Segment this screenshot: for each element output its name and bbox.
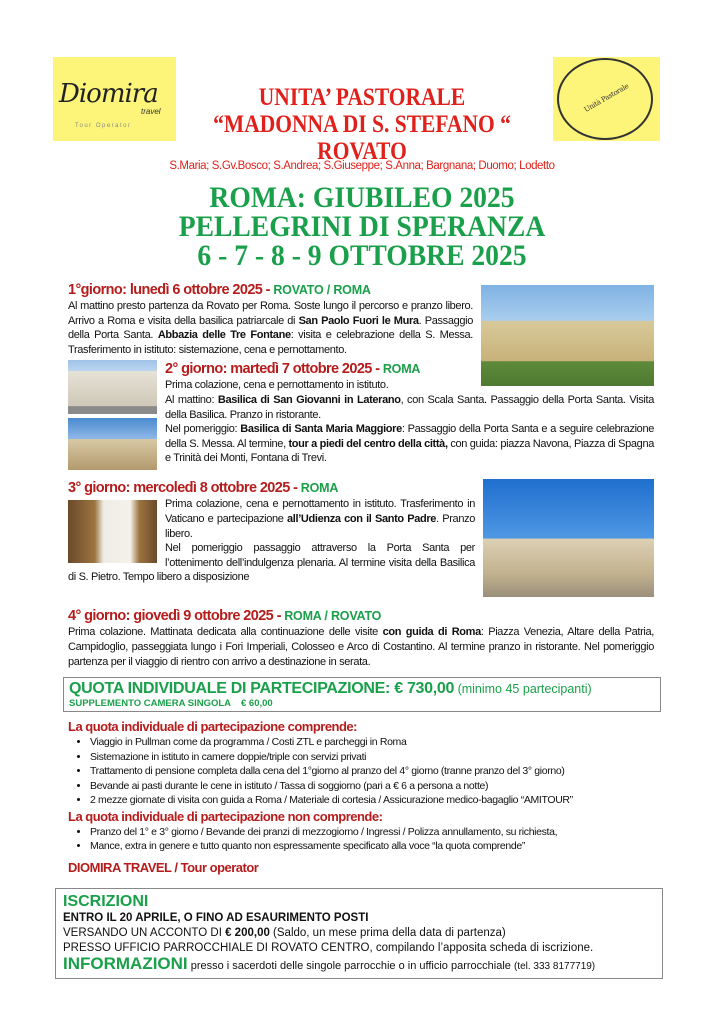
title-line3: 6 - 7 - 8 - 9 OTTOBRE 2025	[197, 239, 527, 272]
day-1-text: Al mattino presto partenza da Rovato per Roma. Soste lungo il percorso e pranzo libero. Arrivo a Roma e visita della basilica patriarcale di San Paolo Fuori le Mura. Passaggio della Porta Santa. Abbazia delle Tre Fontane: visita e celebrazione della S. Messa. Trasferimento in istituto: sistemazione, cena e pernottamento.	[68, 300, 474, 356]
list-item: • Bevande ai pasti durante le cene in istituto / Tassa di soggiorno (pari a € 6 a persona a notte)	[90, 779, 654, 794]
day-2-place: ROMA	[382, 362, 421, 377]
list-item: • Mance, extra in genere e tutto quanto non espressamente specificato alla voce “la quota comprende”	[90, 839, 654, 854]
title-line2: PELLEGRINI DI SPERANZA	[178, 210, 546, 243]
day-1-place: ROVATO / ROMA	[273, 283, 371, 297]
photo-porta-santa	[68, 500, 157, 563]
header-line2: “MADONNA DI S. STEFANO “	[213, 111, 511, 138]
info-heading: INFORMAZIONI	[63, 953, 188, 973]
registration-deposit: VERSANDO UN ACCONTO DI € 200,00 (Saldo, un mese prima della data di partenza)	[63, 926, 506, 939]
itinerary-and-info	[63, 281, 654, 979]
day-4-text: Prima colazione. Mattinata dedicata alla continuazione delle visite con guida di Roma: Piazza Venezia, Altare della Patria, Campidoglio, passeggiata lungo i Fori Imperiali, Colosseo e Arco di Costantino. Al termine pranzo in ristorante. Nel pomeriggio partenza per il viaggio di rientro con arrivo a destinazione in serata.	[68, 626, 654, 668]
list-item: • Pranzo del 1° e 3° giorno / Bevande dei pranzi di mezzogiorno / Ingressi / Polizza annullamento, su richiesta,	[90, 825, 654, 840]
header-line1: UNITA’ PASTORALE	[258, 84, 466, 111]
includes-list	[68, 735, 654, 808]
day-4-heading	[68, 607, 654, 625]
title-line1: ROMA: GIUBILEO 2025	[209, 181, 515, 214]
day-4-place: ROMA / ROVATO	[284, 609, 382, 624]
day-4	[68, 607, 654, 669]
excludes-heading: La quota individuale di partecipazione non comprende:	[68, 808, 383, 824]
day-3-place: ROMA	[300, 481, 339, 496]
day-3-text-b: Nel pomeriggio passaggio attraverso la Porta Santa per l’ottenimento dell’indulgenza plenaria. Al termine visita della Basilica di S. Pietro. Tempo libero a disposizione	[68, 542, 475, 584]
list-item: • 2 mezze giornate di visita con guida a Roma / Materiale di cortesia / Assicurazione medico-bagaglio “AMITOUR”	[90, 793, 654, 808]
price-note: (minimo 45 partecipanti)	[454, 682, 592, 697]
day-2-text-a: Prima colazione, cena e pernottamento in istituto. Al mattino: Basilica di San Giovanni in Laterano, con Scala Santa. Passaggio della Porta Santa. Visita della Basilica. Pranzo in ristorante.	[165, 379, 654, 421]
logo-tagline: Tour Operator	[75, 123, 132, 129]
registration-office: PRESSO UFFICIO PARROCCHIALE DI ROVATO CENTRO, compilando l’apposita scheda di iscrizione.	[63, 941, 594, 954]
seal-text: Unità Pastorale	[582, 82, 630, 114]
list-item: • Sistemazione in istituto in camere doppie/triple con servizi privati	[90, 750, 654, 765]
list-item: • Trattamento di pensione completa dalla cena del 1°giorno al pranzo del 4° giorno (tranne pranzo del 3° giorno)	[90, 764, 654, 779]
organizer-header	[51, 84, 674, 165]
supplement-label: SUPPLEMENTO CAMERA SINGOLA	[69, 698, 232, 710]
includes-heading: La quota individuale di partecipazione comprende:	[68, 719, 357, 735]
day-2-photos	[68, 360, 157, 470]
photo-san-giovanni	[68, 360, 157, 414]
photo-san-paolo	[481, 285, 654, 386]
supplement-value: € 60,00	[241, 698, 273, 710]
header-line3: ROVATO	[317, 138, 407, 165]
day-1-date: 1°giorno: lunedì 6 ottobre 2025 -	[68, 282, 274, 298]
price-box	[63, 677, 661, 712]
price-label: QUOTA INDIVIDUALE DI PARTECIPAZIONE: € 730,00	[69, 680, 455, 698]
photo-santa-maria-maggiore	[68, 418, 157, 470]
day-4-date: 4° giorno: giovedì 9 ottobre 2025 -	[68, 608, 285, 625]
registration-heading: ISCRIZIONI	[63, 892, 149, 910]
logo-brand: Diomira	[59, 79, 158, 109]
excludes-list	[68, 825, 654, 854]
list-item: • Viaggio in Pullman come da programma / Costi ZTL e parcheggi in Roma	[90, 735, 654, 750]
day-2-date: 2° giorno: martedì 7 ottobre 2025 -	[165, 361, 383, 378]
info-line: INFORMAZIONI presso i sacerdoti delle singole parrocchie o in ufficio parrocchiale (tel. 333 8177719)	[63, 953, 596, 973]
registration-box	[55, 888, 663, 979]
tour-operator: DIOMIRA TRAVEL / Tour operator	[68, 859, 259, 875]
inclusions	[68, 718, 654, 876]
day-3-date: 3° giorno: mercoledì 8 ottobre 2025 -	[68, 480, 301, 497]
day-3-text-a: Prima colazione, cena e pernottamento in istituto. Trasferimento in Vaticano e partecipazione all’Udienza con il Santo Padre. Pranzo libero.	[165, 498, 476, 540]
photo-san-pietro	[483, 479, 654, 597]
parish-list: S.Maria; S.Gv.Bosco; S.Andrea; S.Giuseppe; S.Anna; Bargnana; Duomo; Lodetto	[169, 160, 555, 172]
logo-sub: travel	[141, 107, 161, 116]
info-phone: (tel. 333 8177719)	[513, 960, 596, 972]
trip-title	[29, 183, 695, 270]
day-2-text-b: Nel pomeriggio: Basilica di Santa Maria Maggiore: Passaggio della Porta Santa e a seguire celebrazione della S. Messa. Al termine, tour a piedi del centro della città, con guida: piazza Navona, Piazza di Spagna e Trinità dei Monti, Fontana di Trevi.	[165, 423, 654, 465]
registration-deadline: ENTRO IL 20 APRILE, O FINO AD ESAURIMENTO POSTI	[63, 911, 369, 924]
